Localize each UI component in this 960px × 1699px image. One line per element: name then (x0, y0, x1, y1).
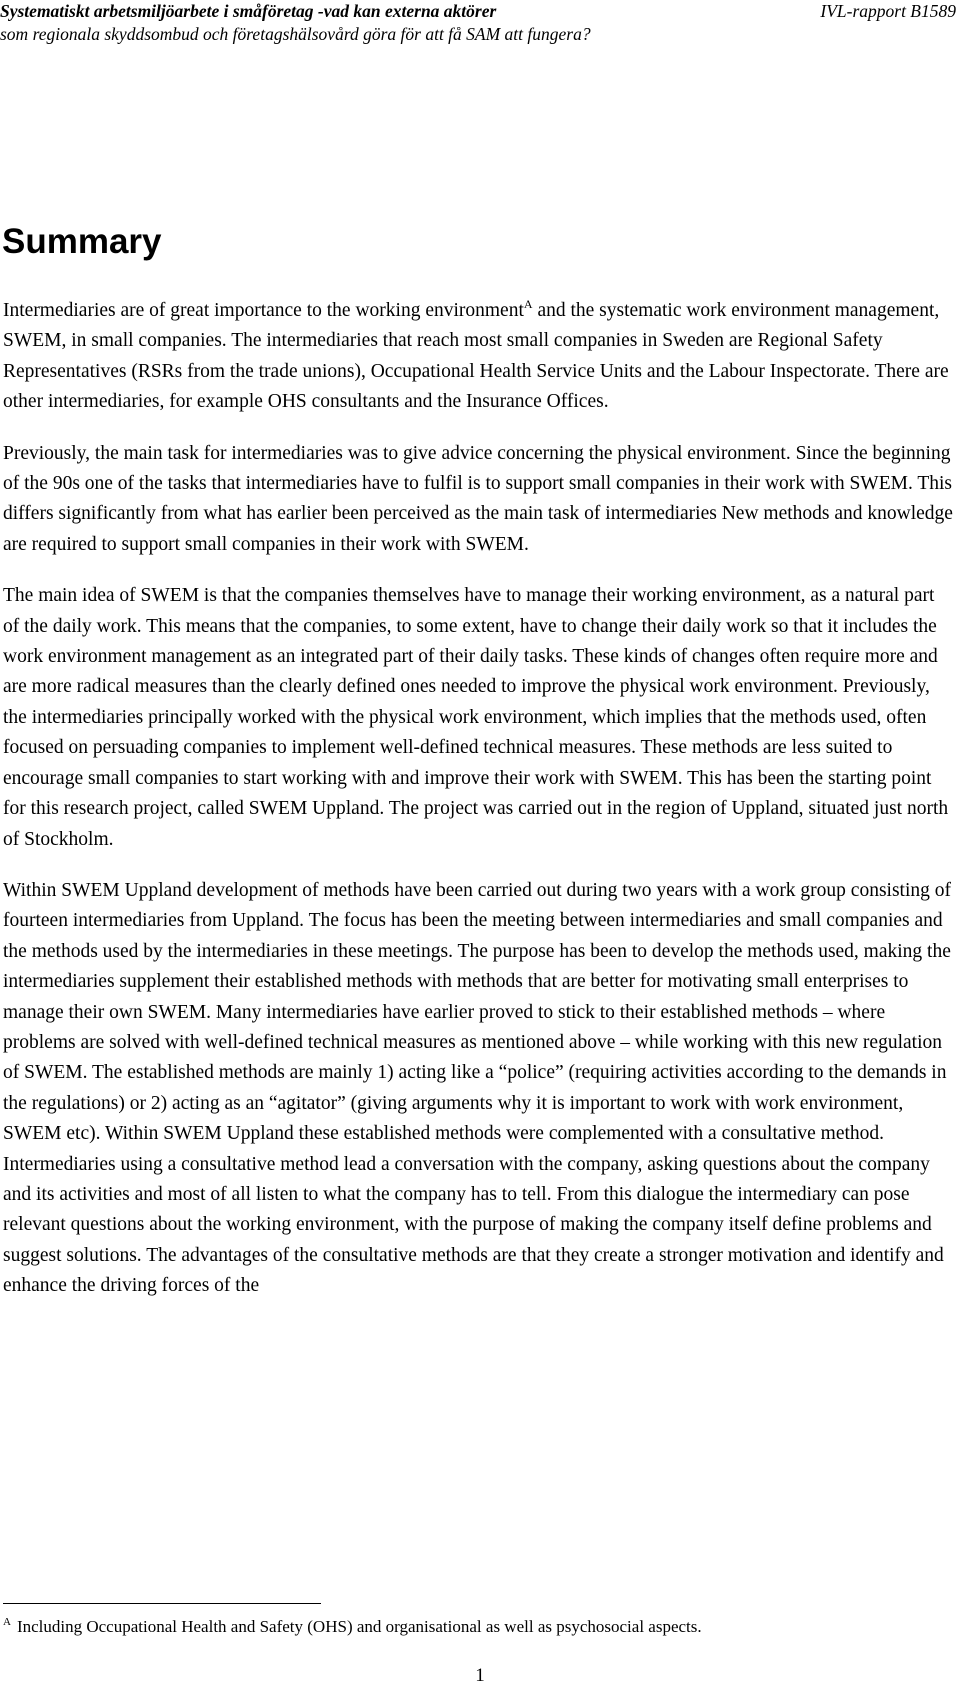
paragraph-1-text-a: Intermediaries are of great importance to the working environment (3, 300, 524, 321)
paragraph-1-text-b: and the systematic work environment management, SWEM, in small companies. The intermediaries that reach most small companies in Sweden are Regional Safety Representatives (RSRs from the trade unions), Occupational Health Service Units and the Labour Inspectorate. There are other intermediaries, for example OHS consultants and the Insurance Offices. (3, 300, 949, 413)
running-header-row-1 (0, 0, 958, 23)
report-id: IVL-rapport B1589 (820, 1, 956, 21)
paragraph-2: Previously, the main task for intermediaries was to give advice concerning the physical environment. Since the beginning of the 90s one of the tasks that intermediaries have to fulfil is to support small companies in their work with SWEM. This differs significantly from what has earlier been perceived as the main task of intermediaries New methods and knowledge are required to support small companies in their work with SWEM. (3, 442, 953, 555)
footnote-marker: A (3, 1616, 11, 1628)
report-title-line-2: som regionala skyddsombud och företagshälsovård göra för att få SAM att fungera? (0, 24, 591, 44)
paragraph-4: Within SWEM Uppland development of methods have been carried out during two years with a work group consisting of fourteen intermediaries from Uppland. The focus has been the meeting between intermediaries and small companies and the methods used by the intermediaries in these meetings. The purpose has been to develop the methods used, making the intermediaries supplement their established methods with methods that are better for motivating small enterprises to manage their own SWEM. Many intermediaries have earlier proved to stick to their established methods – where problems are solved with well-defined technical measures as mentioned above – while working with this new regulation of SWEM. The established methods are mainly 1) acting like a “police” (requiring activities according to the demands in the regulations) or 2) acting as an “agitator” (giving arguments why it is important to work with work environment, SWEM etc). Within SWEM Uppland these established methods were complemented with a consultative method. Intermediaries using a consultative method lead a conversation with the company, asking questions about the company and its activities and most of all listen to what the company has to tell. From this dialogue the intermediary can pose relevant questions about the working environment, with the purpose of making the company itself define problems and suggest solutions. The advantages of the consultative methods are that they create a stronger motivation and identify and enhance the driving forces of the (3, 879, 952, 1297)
paragraph-1 (3, 296, 955, 418)
footnote-separator (3, 1603, 321, 1604)
page-number: 1 (475, 1665, 485, 1686)
running-header (0, 0, 960, 46)
summary-body (3, 296, 955, 1323)
footnote-reference: A (523, 297, 533, 311)
section-heading: Summary (2, 222, 162, 261)
report-title-line-1: Systematiskt arbetsmiljöarbete i småföretag -vad kan externa aktörer (0, 1, 497, 21)
footnote-text: Including Occupational Health and Safety (OHS) and organisational as well as psychosocial aspects. (16, 1617, 702, 1636)
paragraph-3: The main idea of SWEM is that the companies themselves have to manage their working environment, as a natural part of the daily work. This means that the companies, to some extent, have to change their daily work so that it includes the work environment management as an integrated part of their daily tasks. These kinds of changes often require more and are more radical measures than the clearly defined ones needed to improve the physical work environment. Previously, the intermediaries principally worked with the physical work environment, which implies that the methods used, often focused on persuading companies to implement well-defined technical measures. These methods are less suited to encourage small companies to start working with and improve their work with SWEM. This has been the starting point for this research project, called SWEM Uppland. The project was carried out in the region of Uppland, situated just north of Stockholm. (3, 585, 949, 850)
running-header-row-2 (0, 23, 958, 46)
footnote (3, 1616, 702, 1638)
